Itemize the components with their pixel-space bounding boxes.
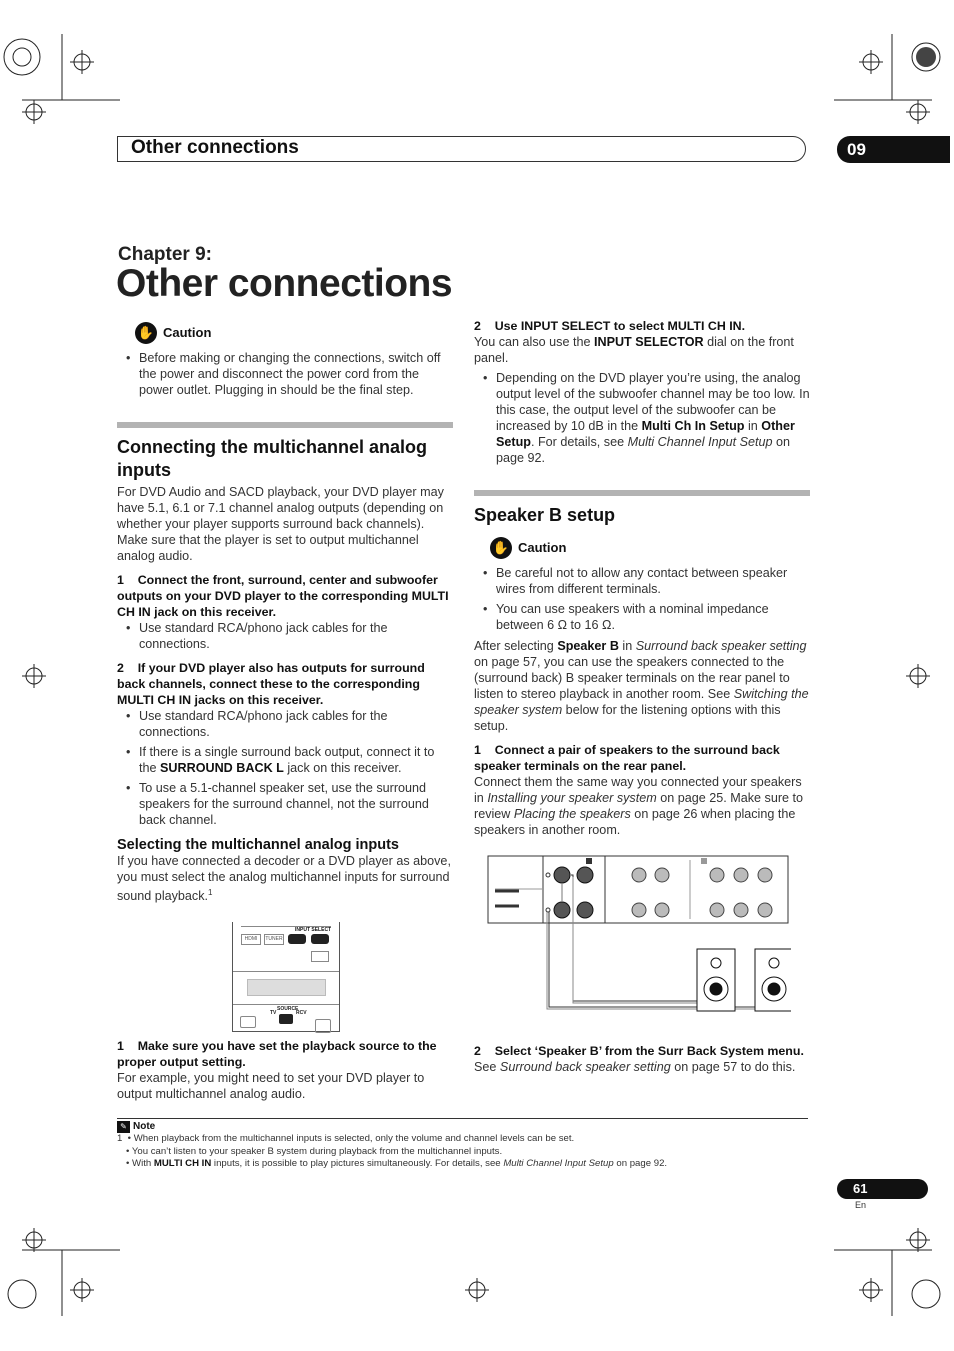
text: in (618, 639, 636, 653)
step-2-bullet-2 (117, 744, 453, 776)
text: in (744, 419, 762, 433)
remote-illustration (232, 922, 340, 1032)
step-1-output-text: For example, you might need to set your DVD player to output multichannel analog audio. (117, 1071, 425, 1101)
step-number: 1 (117, 1039, 124, 1053)
remote-divider (233, 1004, 339, 1005)
text: You can also use the (474, 335, 594, 349)
jack-name: SURROUND BACK L (160, 761, 284, 775)
remote-tv-label: TV (270, 1010, 277, 1016)
caution-title: Caution (163, 325, 212, 340)
caution-bullet-1: • Be careful not to allow any contact between speaker wires from different terminals. (474, 565, 810, 597)
step-2-text: If your DVD player also has outputs for surround back channels, connect these to the corresponding MULTI CH IN jacks on this receiver. (117, 661, 425, 707)
step-2-bullet-1: • Use standard RCA/phono jack cables for the connections. (117, 708, 453, 740)
input-select-label: INPUT SELECT (295, 927, 332, 933)
step-2-number: 2 (117, 661, 124, 675)
italic-ref: Surround back speaker setting (635, 639, 807, 653)
step-1-number: 1 (117, 573, 124, 587)
source-switch (279, 1014, 293, 1024)
right-column-bottom (474, 1043, 810, 1075)
header-title: Other connections (131, 137, 299, 158)
input-select-right-button (311, 934, 329, 944)
step-text: Use INPUT SELECT to select MULTI CH IN. (494, 319, 746, 333)
caution-hand-icon: ✋ (135, 322, 157, 344)
caution-bullet: • Before making or changing the connections, switch off the power and disconnect the power cord from the power outlet. Plugging in should be the final step. (117, 350, 453, 398)
italic-ref: Surround back speaker setting (499, 1060, 671, 1074)
note-2: • You can’t listen to your speaker B system during playback from the multichannel inputs. (126, 1145, 503, 1157)
bold-term: Other Setup (496, 419, 795, 449)
italic-ref: Multi Channel Input Setup (627, 435, 773, 449)
caution-bullet-2: • You can use speakers with a nominal impedance between 6 Ω to 16 Ω. (474, 601, 810, 633)
step-number: 2 (474, 1044, 481, 1058)
note-3: • With MULTI CH IN inputs, it is possible to play pictures simultaneously. For details, see Multi Channel Input Setup on page 92. (126, 1158, 668, 1170)
tuner-label: TUNER (265, 936, 283, 942)
plus-button (315, 1019, 331, 1033)
step-1-connect (474, 742, 810, 774)
left-column (117, 322, 453, 904)
chapter-title: Other connections (116, 262, 453, 305)
step-text: Connect a pair of speakers to the surround back speaker terminals on the rear panel. (474, 743, 780, 773)
step-2-input-select (474, 318, 810, 334)
notes-block (117, 1121, 817, 1171)
caution-hand-icon: ✋ (490, 537, 512, 559)
text: See (474, 1060, 500, 1074)
step-2-select-speaker-b (474, 1043, 810, 1059)
note-text: With (132, 1158, 154, 1170)
bullet-text: If there is a single surround back output, connect it to the (139, 745, 435, 775)
note-text: inputs, it is possible to play pictures simultaneously. For details, see (211, 1158, 504, 1170)
caution-title: Caution (518, 540, 567, 555)
italic-ref: Multi Channel Input Setup (503, 1158, 614, 1170)
italic-ref: Installing your speaker system (487, 791, 657, 805)
hdmi-label: HDMI (244, 936, 258, 942)
note-text: When playback from the multichannel inputs is selected, only the volume and channel levels can be set. (133, 1133, 575, 1145)
text: . For details, see (530, 435, 628, 449)
tuner-button (264, 934, 284, 945)
text: on page 92. (496, 435, 791, 465)
remote-rcv-label: RCV (296, 1010, 307, 1016)
subsection-intro (117, 853, 453, 904)
step-1-bullet: • Use standard RCA/phono jack cables for the connections. (117, 620, 453, 652)
text: Depending on the DVD player you’re using, the analog output level of the subwoofer channel may be too low. In this case, the output level of the subwoofer can be increased by 10 dB in the (496, 371, 810, 433)
step-text: Select ‘Speaker B’ from the Surr Back System menu. (494, 1044, 804, 1058)
step-2-text (474, 334, 810, 366)
step-2-bullet-3: • To use a 5.1-channel speaker set, use the surround speakers for the surround channel, not the surround back channel. (117, 780, 453, 828)
left-column-bottom (117, 1038, 453, 1102)
bold-term: MULTI CH IN (153, 1158, 212, 1170)
speaker-left (697, 949, 735, 1011)
section-rule (474, 490, 810, 496)
italic-ref: Placing the speakers (513, 807, 631, 821)
step-number: 2 (474, 319, 481, 333)
remote-divider (233, 971, 339, 972)
note-title: Note (133, 1121, 156, 1132)
note-number: 1 (117, 1133, 123, 1145)
after-selecting-text (474, 638, 810, 734)
step-1 (117, 572, 453, 620)
text: on page 26 when placing the speakers in another room. (474, 807, 796, 837)
bullet-text: jack on this receiver. (283, 761, 402, 775)
section-rule (117, 422, 453, 428)
remote-small-button (311, 951, 329, 962)
note-1: 1 • When playback from the multichannel inputs is selected, only the volume and channel levels can be set. (117, 1133, 575, 1145)
right-column (474, 318, 810, 838)
language-label: En (855, 1200, 867, 1210)
page-number: 61 (837, 1179, 928, 1199)
subsection-text: If you have connected a decoder or a DVD player as above, you must select the analog multichannel inputs for surround sound playback. (117, 854, 451, 904)
step-1-text: Connect the front, surround, center and subwoofer outputs on your DVD player to the corresponding MULTI CH IN jack on this receiver. (117, 573, 449, 619)
step-number: 1 (474, 743, 481, 757)
text: on page 57, you can use the speakers connected to the (surround back) B speaker terminals on the rear panel to listen to stereo playback in another room. See (474, 655, 790, 701)
section-title: Connecting the multichannel analog inputs (117, 437, 428, 480)
speaker-right (755, 949, 791, 1011)
chapter-number-badge: 09 (837, 136, 950, 163)
italic-ref: Switching the speaker system (474, 687, 809, 717)
input-select-left-button (288, 934, 306, 944)
note-divider (117, 1118, 808, 1119)
speaker-b-diagram (487, 855, 791, 1015)
text: dial on the front panel. (474, 335, 794, 365)
chapter-label: Chapter 9: (118, 244, 212, 265)
hdmi-button (241, 934, 261, 945)
step-1-output (117, 1038, 453, 1070)
note-icon: ✎ (117, 1121, 130, 1133)
bold-term: INPUT SELECTOR (593, 335, 704, 349)
text: on page 25. Make sure to review (474, 791, 804, 821)
subwoofer-bullet (474, 370, 810, 466)
step-1-connect-text (474, 774, 810, 838)
step-text: Make sure you have set the playback source to the proper output setting. (117, 1039, 437, 1069)
remote-display (247, 979, 326, 996)
text: After selecting (474, 639, 558, 653)
subsection-title: Selecting the multichannel analog inputs (117, 837, 399, 853)
step-2 (117, 660, 453, 708)
bold-term: Multi Ch In Setup (641, 419, 745, 433)
power-button (240, 1016, 256, 1028)
text: below for the listening options with this setup. (474, 703, 781, 733)
footnote-ref: 1 (208, 888, 213, 897)
note-text: on page 92. (613, 1158, 668, 1170)
speaker-b-title: Speaker B setup (474, 505, 616, 525)
note-text: You can’t listen to your speaker B system during playback from the multichannel inputs. (131, 1145, 503, 1157)
step-2-select-text (474, 1059, 810, 1075)
text: Connect them the same way you connected your speakers in (474, 775, 802, 805)
bold-term: Speaker B (557, 639, 619, 653)
section-intro: For DVD Audio and SACD playback, your DVD player may have 5.1, 6.1 or 7.1 channel analog outputs (depending on whether your player supports surround back channels). Make sure that the player is set to output multichannel analog audio. (117, 485, 444, 563)
remote-source-label: SOURCE (277, 1006, 299, 1012)
text: on page 57 to do this. (670, 1060, 796, 1074)
